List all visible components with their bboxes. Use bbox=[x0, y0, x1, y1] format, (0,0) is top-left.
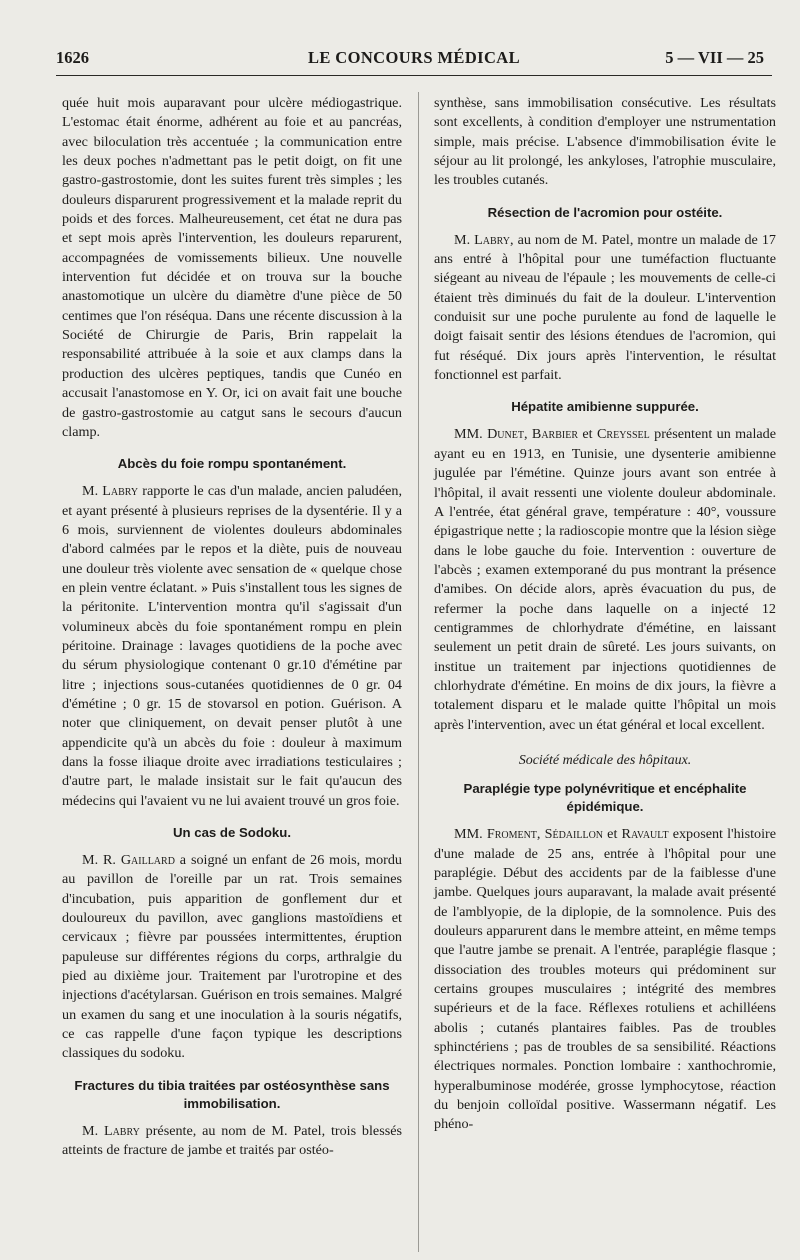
continued-paragraph: quée huit mois auparavant pour ulcère médiogastrique. L'estomac était énorme, adhérent au foie et au pancréas, avec biloculation très accentuée ; la communication entre les deux poches n'admettant pas le petit doigt, on fit une gastro-gastrostomie, dont les suites furent très simples ; les douleurs disparurent progressivement et la malade reprit du poids et des forces. Malheureusement, cet état ne dura pas et sept mois après l'intervention, les douleurs reparurent, accompagnées de vomissements bilieux. Une nouvelle intervention fut décidée et on trouva sur la bouche anastomotique un ulcère du diamètre d'une pièce de 50 centimes que l'on réséqua. Dans une récente discussion à la Société de Chirurgie de Paris, Brin rappelait la responsabilité attribuée à la soie et aux clamps dans la production des ulcères peptiques, tandis que Cunéo en accusait l'anastomose en Y. Or, ici on avait fait une bouche de gastro-gastrostomie au catgut sans le secours d'aucun clamp. bbox=[62, 95, 402, 440]
journal-title: LE CONCOURS MÉDICAL bbox=[307, 48, 521, 67]
heading-hepatite-amibienne: Hépatite amibienne suppurée. bbox=[511, 399, 699, 415]
author-prefix: M. R. bbox=[82, 852, 121, 869]
author-separator: et bbox=[578, 426, 597, 443]
heading-resection-acromion: Résection de l'acromion pour ostéite. bbox=[487, 204, 723, 220]
author-separator: et bbox=[603, 826, 622, 843]
right-column bbox=[434, 94, 776, 1135]
paragraph-hepatite bbox=[434, 425, 776, 735]
author-prefix: M. bbox=[454, 231, 475, 248]
author-separator: , bbox=[523, 426, 532, 443]
paragraph-text: a soigné un enfant de 26 mois, mordu au pavillon de l'oreille par un rat. Trois semaines d'incubation, puis apparition de gonflement dur et douloureux du pavillon, avec ganglions mastoïdiens et cervicaux ; fièvre par poussées intermittentes, éruption papuleuse sur différentes régions du corps, arthralgie du pied au dixième jour. Traitement par l'urotropine et des injections d'acétylarsan. Guérison en trois semaines. Malgré un examen du sang et une inoculation à la souris négatifs, ce cas rappelle d'une façon typique les descriptions classiques du sodoku. bbox=[62, 852, 402, 1062]
paragraph-text: , au nom de M. Patel, montre un malade de 17 ans entré à l'hôpital pour une tuméfaction fluctuante siégeant au niveau de l'épaule ; les mouvements de celle-ci étaient très diminués du fait de la douleur. L'intervention conduisit sur une poche purulente au fond de laquelle le doigt faisait sentir des lésions étendues de l'acromion, qui fut réséqué. Dix jours après l'intervention, le résultat fonctionnel est parfait. bbox=[434, 231, 776, 384]
paragraph-text: présentent un malade ayant eu en 1913, en Tunisie, une dysenterie amibienne jugulée par l'émétine. Quinze jours avant son entrée à l'hôpital, il avait ressenti une violente douleur abdominale. A l'entrée, état général grave, température : 40°, voussure épigastrique nette ; la radioscopie montre que la lésion siège dans le lobe gauche du foie. Intervention : ouverture de l'abcès ; examen extemporané du pus montrant la présence d'amibes. On décide alors, après évacuation du pus, de refermer la poche dans laquelle on a injecté 12 centigrammes de chlorhydrate d'émétine, en laissant seulement un petit drain de sûreté. Les jours suivants, on institue un traitement par injections quotidiennes de chlorhydrate d'émétine. En moins de dix jours, la fièvre a totalement disparu et le malade quitte l'hôpital un mois après l'intervention, avec un état général et local excellent. bbox=[434, 426, 777, 733]
author-name: Dunet bbox=[487, 426, 524, 443]
paragraph-acromion bbox=[434, 231, 776, 386]
author-name: Labry bbox=[102, 483, 139, 500]
author-name: Froment bbox=[486, 826, 537, 843]
section-title-societe-medicale: Société médicale des hôpitaux. bbox=[518, 752, 692, 768]
author-prefix: M. bbox=[82, 483, 103, 500]
author-prefix: MM. bbox=[454, 826, 487, 843]
paragraph-fractures bbox=[62, 1122, 402, 1161]
heading-sodoku: Un cas de Sodoku. bbox=[173, 825, 291, 841]
paragraph-text: rapporte le cas d'un malade, ancien paludéen, et ayant présenté à plusieurs reprises de la dysentérie. Il y a 6 mois, surviennent de violentes douleurs abdominales d'abord calmées par le repos et la diète, puis de nouveau une douleur très violente avec sensation de « quelque chose en plein ventre éclatant. » Puis s'installent tous les signes de la péritonite. L'intervention montra qu'il s'agissait d'un volumineux abcès du foie spontanément rompu en plein péritoine. Drainage : lavages quotidiens de la poche avec du sérum physiologique contenant 0 gr.10 d'émétine par litre ; injections sous-cutanées quotidiennes de 0 gr. 04 d'émétine ; 0 gr. 15 de stovarsol en potion. Guérison. A noter que cliniquement, on devait penser plutôt à une appendicite qu'à un abcès du foie : douleur à maximum dans la fosse iliaque droite avec irradiations testiculaires ; d'autre part, le malade insistait sur le fait qu'aucun des médecins qui l'avaient vu ne lui avaient trouvé un gros foie. bbox=[62, 483, 402, 809]
author-prefix: MM. bbox=[454, 426, 488, 443]
paragraph-text: présente, au nom de M. Patel, trois blessés atteints de fracture de jambe et traités par ostéo- bbox=[62, 1122, 402, 1159]
heading-fractures-tibia: Fractures du tibia traitées par ostéosynthèse sans immobilisation. bbox=[74, 1077, 390, 1111]
author-name: Creyssel bbox=[596, 426, 650, 443]
heading-abces-du-foie: Abcès du foie rompu spontanément. bbox=[117, 456, 347, 472]
paragraph-sodoku bbox=[62, 851, 402, 1064]
continued-paragraph: synthèse, sans immobilisation consécutive. Les résultats sont excellents, à condition d'employer une nstrumentation simple, mais précise. L'absence d'immobilisation évite le séjour au lit prolongé, les ankyloses, l'atrophie musculaire, les troubles cutanés. bbox=[434, 95, 776, 189]
paragraph-text: exposent l'histoire d'une malade de 25 ans, entrée à l'hôpital pour une paraplégie. Début des accidents par de la faiblesse d'une jambe. Quelques jours auparavant, la malade avait présenté de l'amblyopie, de la diplopie, de la somnolence. Puis des douleurs apparurent dans le membre atteint, en même temps que l'autre jambe se prenait. A l'entrée, paraplégie flasque ; dissociation des troubles moteurs qui prédominent sur certains groupes musculaires ; intégrité des membres supérieurs et de la face. Réflexes rotuliens et achilléens abolis ; cutanés plantaires faibles. Pas de troubles sphinctériens ; pas de troubles de sa sensibilité. Réactions électriques normales. Ponction lombaire : xanthochromie, hyperalbuminose modérée, grosse lymphocytose, réaction du benjoin colloïdal positive. Wassermann négatif. Les phéno- bbox=[434, 826, 776, 1133]
page-number: 1626 bbox=[56, 48, 89, 67]
author-name: Labry bbox=[103, 1122, 140, 1139]
author-prefix: M. bbox=[82, 1122, 104, 1139]
column-divider bbox=[418, 92, 419, 1252]
paragraph-paraplegie bbox=[434, 825, 776, 1135]
author-separator: , bbox=[536, 826, 545, 843]
author-name: Ravault bbox=[621, 826, 669, 843]
author-name: Barbier bbox=[531, 426, 578, 443]
running-header bbox=[56, 48, 772, 72]
header-rule bbox=[56, 75, 772, 76]
heading-paraplegie: Paraplégie type polynévritique et encéphalite épidémique. bbox=[463, 781, 747, 815]
author-name: Gaillard bbox=[120, 852, 175, 869]
author-name: Labry bbox=[474, 231, 511, 248]
left-column bbox=[62, 94, 402, 1161]
author-name: Sédaillon bbox=[544, 826, 604, 843]
issue-date: 5 — VII — 25 bbox=[665, 48, 764, 67]
paragraph-abces bbox=[62, 482, 402, 811]
